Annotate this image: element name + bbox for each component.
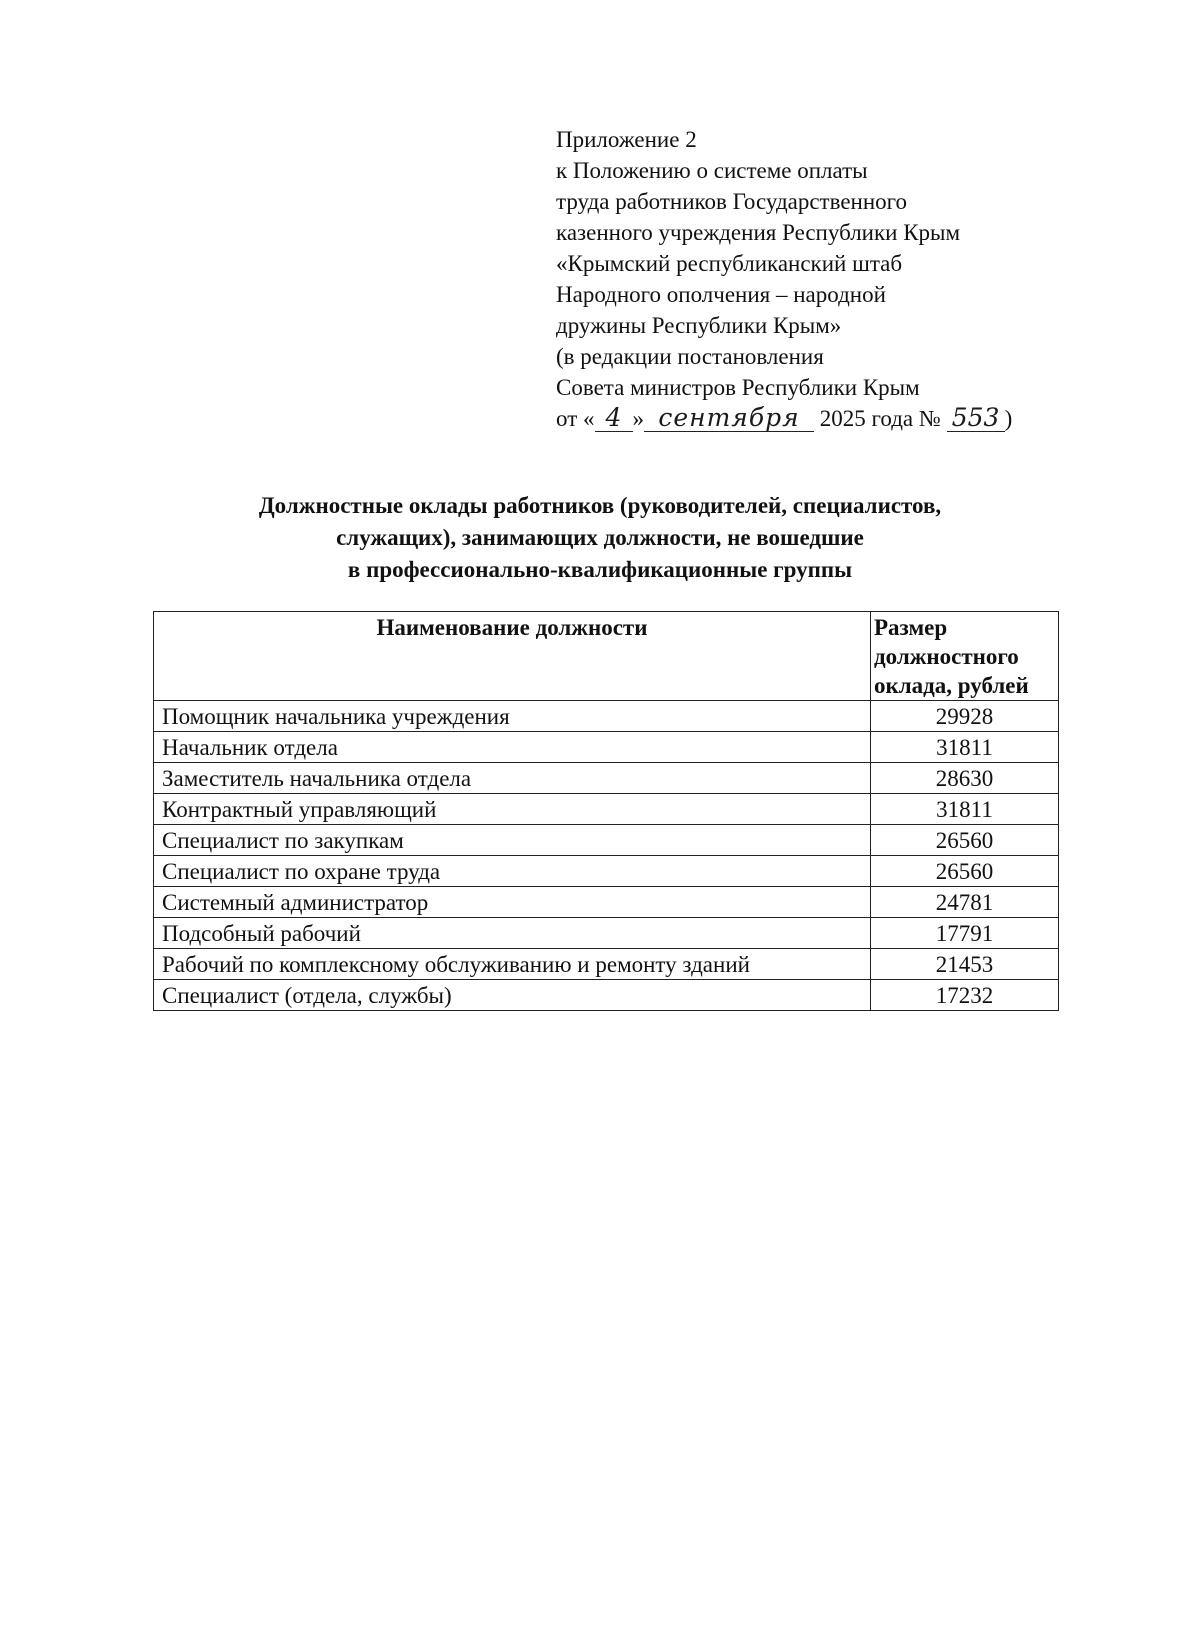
appendix-line: (в редакции постановления <box>556 344 824 369</box>
salary-value-cell: 17232 <box>871 980 1059 1011</box>
appendix-line: Совета министров Республики Крым <box>556 375 920 400</box>
column-header-salary-line: оклада, рублей <box>874 673 1029 698</box>
appendix-line: дружины Республики Крым» <box>556 313 842 338</box>
salary-value-cell: 26560 <box>871 825 1059 856</box>
document-title <box>140 490 1060 586</box>
column-header-salary-line: должностного <box>874 644 1019 669</box>
salary-value-cell: 17791 <box>871 918 1059 949</box>
salary-value-cell: 24781 <box>871 887 1059 918</box>
position-name-cell: Помощник начальника учреждения <box>154 701 871 732</box>
salary-value-cell: 31811 <box>871 732 1059 763</box>
date-year-text: 2025 года № <box>819 406 941 431</box>
date-suffix: ) <box>1004 406 1013 431</box>
column-header-salary-line: Размер <box>874 615 948 640</box>
position-name-cell: Подсобный рабочий <box>154 918 871 949</box>
position-name-cell: Специалист (отдела, службы) <box>154 980 871 1011</box>
salary-table <box>153 611 1059 1011</box>
table-row <box>154 825 1059 856</box>
appendix-line: к Положению о системе оплаты <box>556 158 868 183</box>
resolution-date-line <box>556 403 1012 434</box>
salary-value-cell: 31811 <box>871 794 1059 825</box>
handwritten-number: 553 <box>947 405 1005 432</box>
table-row <box>154 856 1059 887</box>
salary-value-cell: 29928 <box>871 701 1059 732</box>
salary-value-cell: 26560 <box>871 856 1059 887</box>
column-header-position: Наименование должности <box>154 612 871 701</box>
salary-value-cell: 21453 <box>871 949 1059 980</box>
handwritten-month: сентября <box>644 405 814 432</box>
table-header-row <box>154 612 1059 701</box>
title-line: служащих), занимающих должности, не вошедшие <box>336 525 864 550</box>
table-row <box>154 763 1059 794</box>
handwritten-day: 4 <box>595 405 633 432</box>
title-line: в профессионально-квалификационные группы <box>347 557 853 582</box>
table-row <box>154 701 1059 732</box>
appendix-line: «Крымский республиканский штаб <box>556 251 903 276</box>
table-row <box>154 794 1059 825</box>
table-row <box>154 732 1059 763</box>
position-name-cell: Специалист по закупкам <box>154 825 871 856</box>
position-name-cell: Системный администратор <box>154 887 871 918</box>
table-row <box>154 887 1059 918</box>
column-header-salary <box>871 612 1059 701</box>
appendix-line: Приложение 2 <box>556 127 697 152</box>
date-mid: » <box>632 406 644 431</box>
appendix-line: труда работников Государственного <box>556 189 908 214</box>
position-name-cell: Заместитель начальника отдела <box>154 763 871 794</box>
table-row <box>154 980 1059 1011</box>
salary-value-cell: 28630 <box>871 763 1059 794</box>
appendix-line: казенного учреждения Республики Крым <box>556 220 961 245</box>
position-name-cell: Начальник отдела <box>154 732 871 763</box>
appendix-header <box>556 124 1012 434</box>
date-prefix: от « <box>556 406 595 431</box>
position-name-cell: Рабочий по комплексному обслуживанию и ремонту зданий <box>154 949 871 980</box>
position-name-cell: Контрактный управляющий <box>154 794 871 825</box>
title-line: Должностные оклады работников (руководителей, специалистов, <box>258 493 942 518</box>
table-row <box>154 918 1059 949</box>
appendix-line: Народного ополчения – народной <box>556 282 886 307</box>
position-name-cell: Специалист по охране труда <box>154 856 871 887</box>
table-row <box>154 949 1059 980</box>
